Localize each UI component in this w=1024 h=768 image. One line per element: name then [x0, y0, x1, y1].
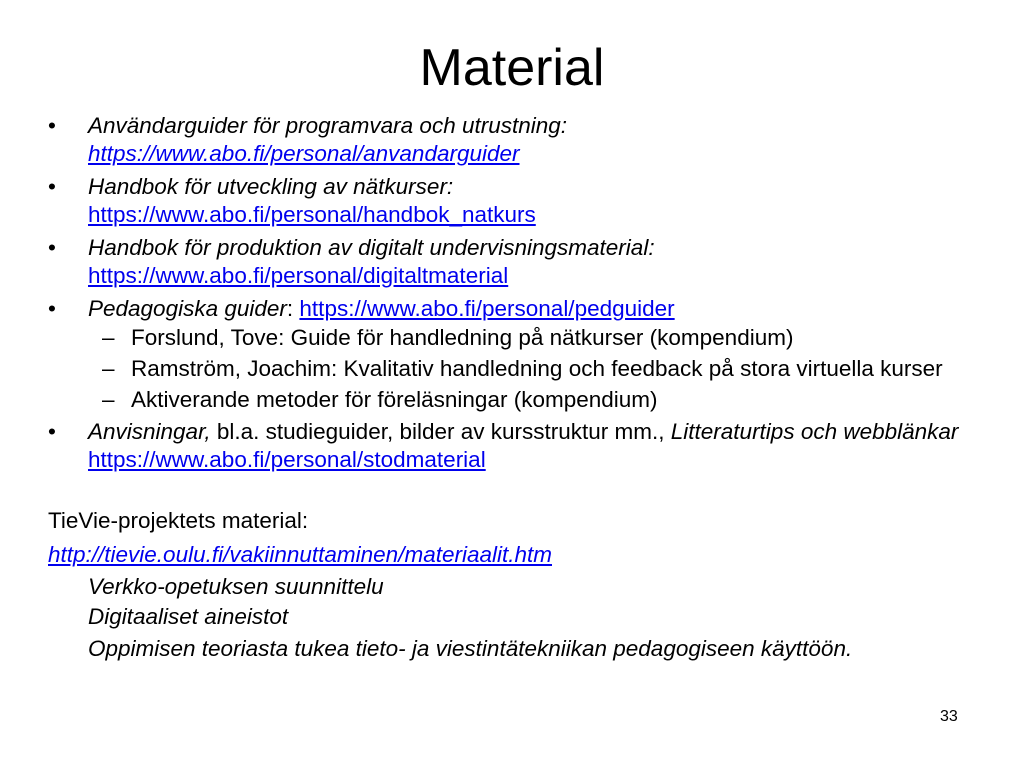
bullet-label-2: Litteraturtips och webblänkar	[670, 419, 959, 444]
slide-body	[48, 112, 988, 662]
link-text: https://www.abo.fi/personal/anvandarguider	[88, 141, 520, 166]
sub-item-forslund: – Forslund, Tove: Guide för handledning på nätkurser (kompendium)	[88, 325, 988, 351]
bullet-list	[48, 112, 988, 474]
bullet-instructions	[48, 418, 988, 474]
bullet-handbook-digital-material	[48, 234, 988, 290]
tievie-link-text: http://tievie.oulu.fi/vakiinnuttaminen/materiaalit.htm	[48, 542, 552, 567]
tievie-section	[48, 504, 988, 662]
sub-item-aktiverande: – Aktiverande metoder för föreläsningar (kompendium)	[88, 387, 988, 413]
bullet-pedagogical-guides	[48, 295, 988, 413]
link-digitaltmaterial[interactable]: https://www.abo.fi/personal/digitaltmaterial	[88, 263, 509, 288]
tievie-link-line	[48, 538, 988, 572]
tievie-item: Oppimisen teoriasta tukea tieto- ja viestintätekniikan pedagogiseen käyttöön.	[88, 636, 853, 661]
sub-list	[88, 325, 988, 413]
link-stodmaterial[interactable]: https://www.abo.fi/personal/stodmaterial	[88, 447, 486, 472]
page-number: 33	[940, 708, 958, 725]
separator: :	[286, 296, 300, 321]
bullet-label: Pedagogiska guider	[88, 296, 287, 321]
tievie-link[interactable]	[48, 542, 552, 567]
link-handbok-natkurs[interactable]: https://www.abo.fi/personal/handbok_natkurs	[88, 202, 536, 227]
link-anvandarguider[interactable]	[88, 141, 520, 166]
link-pedguider[interactable]: https://www.abo.fi/personal/pedguider	[299, 296, 675, 321]
bullet-handbook-online-courses	[48, 173, 988, 229]
tievie-item: Digitaaliset aineistot	[88, 604, 289, 629]
bullet-text: bl.a. studieguider, bilder av kursstruktur mm.,	[210, 419, 671, 444]
bullet-label: Anvisningar,	[88, 419, 211, 444]
tievie-item: Verkko-opetuksen suunnittelu	[88, 574, 384, 599]
slide-title: Material	[419, 39, 605, 97]
tievie-heading: TieVie-projektets material:	[48, 508, 309, 533]
bullet-user-guides	[48, 112, 988, 168]
sub-item-ramstrom: – Ramström, Joachim: Kvalitativ handledning och feedback på stora virtuella kurser	[88, 356, 988, 382]
bullet-label: Användarguider för programvara och utrustning:	[88, 113, 568, 138]
bullet-label: Handbok för utveckling av nätkurser:	[88, 174, 454, 199]
bullet-label: Handbok för produktion av digitalt undervisningsmaterial:	[88, 235, 655, 260]
